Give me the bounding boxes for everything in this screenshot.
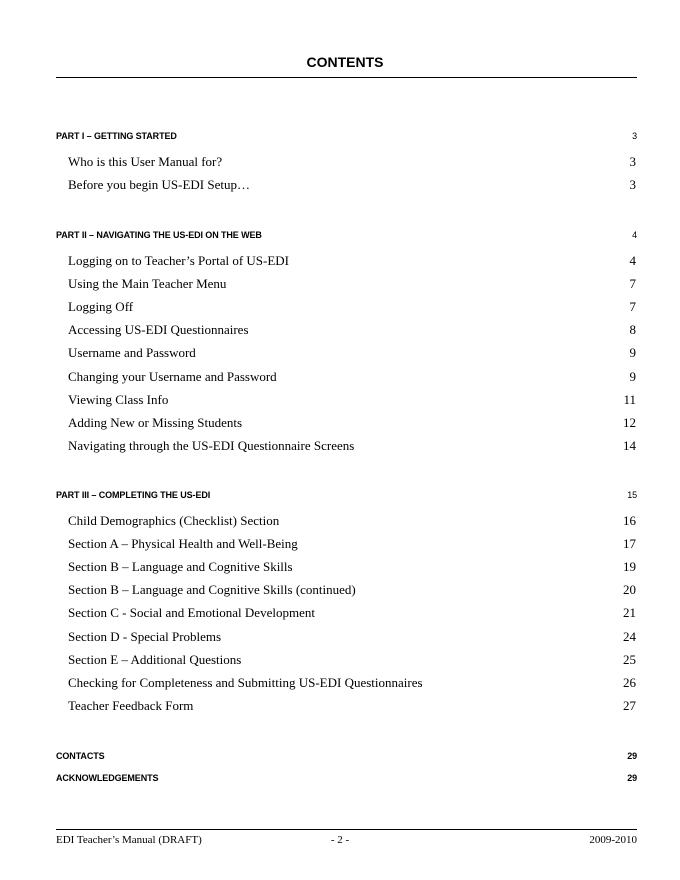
toc-entry-label: Section B – Language and Cognitive Skills (continued) [68, 582, 356, 597]
footer-document-title: EDI Teacher’s Manual (DRAFT) [56, 834, 202, 846]
toc-page-number: 26 [623, 675, 636, 690]
toc-contacts[interactable] [56, 751, 637, 761]
toc-entry[interactable] [68, 536, 636, 552]
toc-entry-label: Navigating through the US-EDI Questionnaire Screens [68, 438, 355, 453]
toc-entry-label: CONTACTS [56, 751, 105, 761]
toc-part-label: PART I – GETTING STARTED [56, 131, 177, 141]
toc-entry[interactable] [68, 154, 636, 170]
toc-entry[interactable] [68, 299, 636, 315]
toc-page-number: 15 [627, 490, 637, 500]
toc-entry-label: Using the Main Teacher Menu [68, 276, 227, 291]
toc-entry[interactable] [68, 605, 636, 621]
toc-entry-label: Section D - Special Problems [68, 629, 222, 644]
toc-entry[interactable] [68, 322, 636, 338]
toc-entry[interactable] [68, 629, 636, 645]
toc-entry-label: ACKNOWLEDGEMENTS [56, 773, 159, 783]
footer-rule [56, 829, 637, 830]
toc-page-number: 25 [623, 652, 636, 667]
toc-entry[interactable] [68, 177, 636, 193]
toc-entry-label: Username and Password [68, 345, 196, 360]
toc-page-number: 16 [623, 513, 636, 528]
toc-entry[interactable] [68, 253, 636, 269]
toc-part-3[interactable] [56, 490, 637, 500]
toc-entry[interactable] [68, 652, 636, 668]
toc-entry-label: Teacher Feedback Form [68, 698, 194, 713]
toc-page-number: 11 [623, 392, 636, 407]
toc-entry[interactable] [68, 276, 636, 292]
toc-page-number: 20 [623, 582, 636, 597]
toc-page-number: 3 [629, 177, 636, 192]
toc-entry[interactable] [68, 582, 636, 598]
toc-entry[interactable] [68, 559, 636, 575]
toc-entry[interactable] [68, 345, 636, 361]
toc-entry-label: Section B – Language and Cognitive Skills [68, 559, 293, 574]
toc-page-number: 9 [629, 345, 636, 360]
heading-rule [56, 77, 637, 78]
toc-page-number: 29 [627, 773, 637, 783]
toc-page-number: 19 [623, 559, 636, 574]
toc-page-number: 3 [629, 154, 636, 169]
toc-page-number: 7 [629, 276, 636, 291]
footer-page-number: - 2 - [330, 834, 350, 846]
toc-page-number: 12 [623, 415, 636, 430]
toc-part-2[interactable] [56, 230, 637, 240]
toc-page-number: 3 [632, 131, 637, 141]
toc-entry[interactable] [68, 513, 636, 529]
toc-entry[interactable] [68, 438, 636, 454]
toc-acknowledgements[interactable] [56, 773, 637, 783]
toc-entry-label: Before you begin US-EDI Setup… [68, 177, 250, 192]
toc-page-number: 14 [623, 438, 636, 453]
toc-part-1[interactable] [56, 131, 637, 141]
toc-page-number: 8 [629, 322, 636, 337]
toc-page-number: 17 [623, 536, 636, 551]
toc-page-number: 21 [623, 605, 636, 620]
toc-entry-label: Viewing Class Info [68, 392, 169, 407]
toc-page-number: 7 [629, 299, 636, 314]
toc-entry[interactable] [68, 415, 636, 431]
toc-entry-label: Section A – Physical Health and Well-Being [68, 536, 298, 551]
toc-entry-label: Logging Off [68, 299, 134, 314]
toc-entry-label: Changing your Username and Password [68, 369, 277, 384]
toc-page-number: 27 [623, 698, 636, 713]
toc-entry-label: Section C - Social and Emotional Development [68, 605, 315, 620]
toc-entry[interactable] [68, 675, 636, 691]
footer-year: 2009-2010 [589, 834, 637, 846]
toc-page-number: 29 [627, 751, 637, 761]
toc-part-label: PART II – NAVIGATING THE US-EDI ON THE WEB [56, 230, 262, 240]
toc-entry-label: Child Demographics (Checklist) Section [68, 513, 280, 528]
toc-entry-label: Who is this User Manual for? [68, 154, 223, 169]
toc-entry-label: Accessing US-EDI Questionnaires [68, 322, 249, 337]
toc-page-number: 4 [632, 230, 637, 240]
toc-entry[interactable] [68, 369, 636, 385]
toc-part-label: PART III – COMPLETING THE US-EDI [56, 490, 211, 500]
toc-page-number: 24 [623, 629, 636, 644]
toc-entry[interactable] [68, 392, 636, 408]
toc-entry-label: Section E – Additional Questions [68, 652, 242, 667]
toc-page-number: 9 [629, 369, 636, 384]
toc-entry[interactable] [68, 698, 636, 714]
toc-entry-label: Checking for Completeness and Submitting US-EDI Questionnaires [68, 675, 423, 690]
toc-entry-label: Logging on to Teacher’s Portal of US-EDI [68, 253, 290, 268]
toc-entry-label: Adding New or Missing Students [68, 415, 243, 430]
toc-page-number: 4 [629, 253, 636, 268]
contents-heading: CONTENTS [306, 54, 384, 70]
